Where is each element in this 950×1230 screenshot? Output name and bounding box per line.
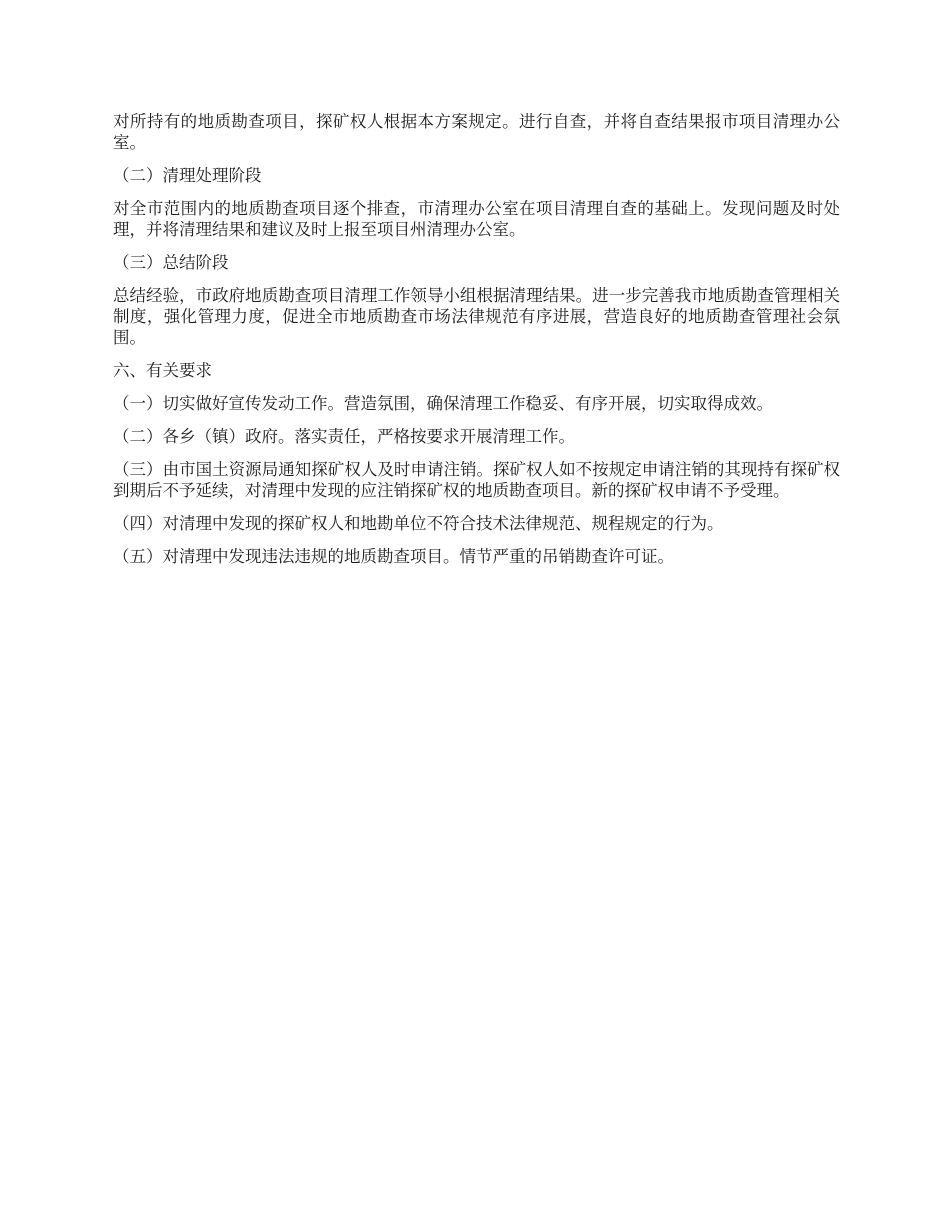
requirement-item-3: （三）由市国土资源局通知探矿权人及时申请注销。探矿权人如不按规定申请注销的其现持有探矿权到期后不予延续，对清理中发现的应注销探矿权的地质勘查项目。新的探矿权申请不予受理。 (113, 460, 840, 500)
paragraph-summary: 总结经验，市政府地质勘查项目清理工作领导小组根据清理结果。进一步完善我市地质勘查管理相关制度，强化管理力度，促进全市地质勘查市场法律规范有序进展，营造良好的地质勘查管理社会氛围。 (113, 286, 840, 347)
paragraph-self-check: 对所持有的地质勘查项目，探矿权人根据本方案规定。进行自查，并将自查结果报市项目清理办公室。 (113, 112, 840, 152)
heading-cleanup-stage: （二）清理处理阶段 (113, 166, 262, 185)
paragraph-cleanup: 对全市范围内的地质勘查项目逐个排查，市清理办公室在项目清理自查的基础上。发现问题及时处理，并将清理结果和建议及时上报至项目州清理办公室。 (113, 199, 840, 239)
heading-summary-stage: （三）总结阶段 (113, 253, 229, 272)
heading-requirements: 六、有关要求 (113, 361, 212, 380)
requirement-item-2: （二）各乡（镇）政府。落实责任，严格按要求开展清理工作。 (113, 427, 575, 446)
requirement-item-5: （五）对清理中发现违法违规的地质勘查项目。情节严重的吊销勘查许可证。 (113, 547, 674, 566)
requirement-item-1: （一）切实做好宣传发动工作。营造氛围，确保清理工作稳妥、有序开展，切实取得成效。 (113, 394, 773, 413)
requirement-item-4: （四）对清理中发现的探矿权人和地勘单位不符合技术法律规范、规程规定的行为。 (113, 514, 724, 533)
document-body (113, 111, 840, 579)
